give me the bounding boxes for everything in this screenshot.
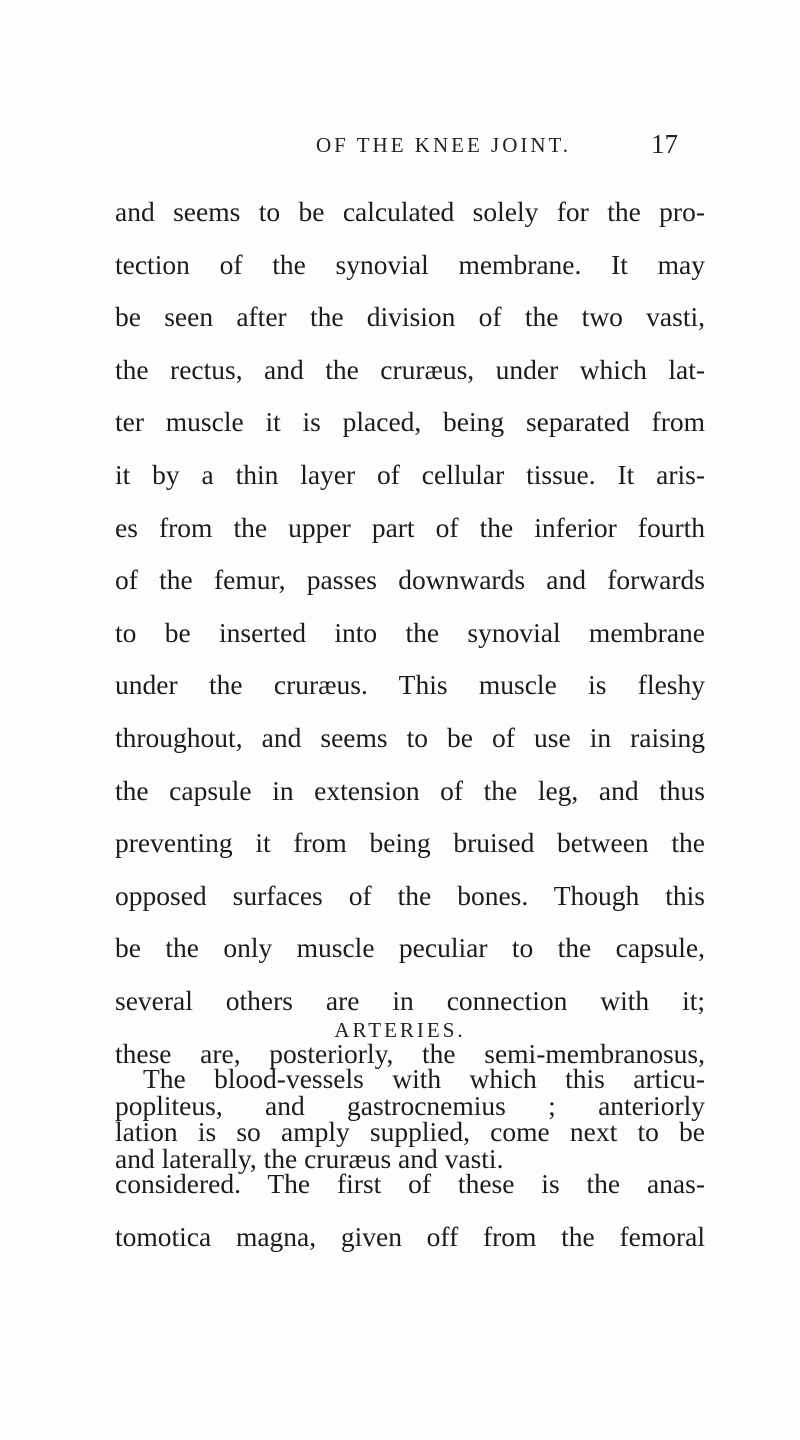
text-line: to be inserted into the synovial membrane: [115, 616, 705, 648]
text-line: of the femur, passes downwards and forwards: [115, 564, 705, 596]
text-line: popliteus, and gastrocnemius ; anteriorly: [115, 1090, 705, 1122]
text-line: the rectus, and the cruræus, under which lat-: [115, 353, 705, 385]
text-line: and laterally, the cruræus and vasti.: [115, 1142, 504, 1174]
text-line: opposed surfaces of the bones. Though this: [115, 879, 705, 911]
text-line: the capsule in extension of the leg, and thus: [115, 774, 705, 806]
text-line: ter muscle it is placed, being separated from: [115, 406, 705, 438]
text-line: these are, posteriorly, the semi-membranosus,: [115, 1037, 705, 1069]
paragraph-arteries: [115, 1053, 705, 1263]
text-line: and seems to be calculated solely for the pro-: [115, 196, 705, 227]
text-line: under the cruræus. This muscle is fleshy: [115, 669, 705, 701]
section-heading: ARTERIES.: [334, 1018, 466, 1042]
text-line: es from the upper part of the inferior fourth: [115, 511, 705, 543]
page-number: 17: [651, 129, 678, 159]
running-title: OF THE KNEE JOINT.: [316, 133, 572, 157]
text-line: preventing it from being bruised between the: [115, 827, 705, 859]
text-line: tection of the synovial membrane. It may: [115, 248, 705, 280]
page-header: [0, 129, 800, 173]
text-line: be seen after the division of the two vasti,: [115, 301, 705, 333]
text-line: it by a thin layer of cellular tissue. It aris-: [115, 458, 705, 490]
text-line: be the only muscle peculiar to the capsule,: [115, 932, 705, 964]
text-line: lation is so amply supplied, come next to be: [115, 1115, 705, 1147]
text-line: considered. The first of these is the anas-: [115, 1168, 705, 1200]
text-line: several others are in connection with it;: [115, 984, 705, 1016]
text-line: tomotica magna, given off from the femoral: [115, 1220, 705, 1252]
text-line: The blood-vessels with which this articu-: [143, 1063, 705, 1094]
text-line: throughout, and seems to be of use in raising: [115, 721, 705, 753]
